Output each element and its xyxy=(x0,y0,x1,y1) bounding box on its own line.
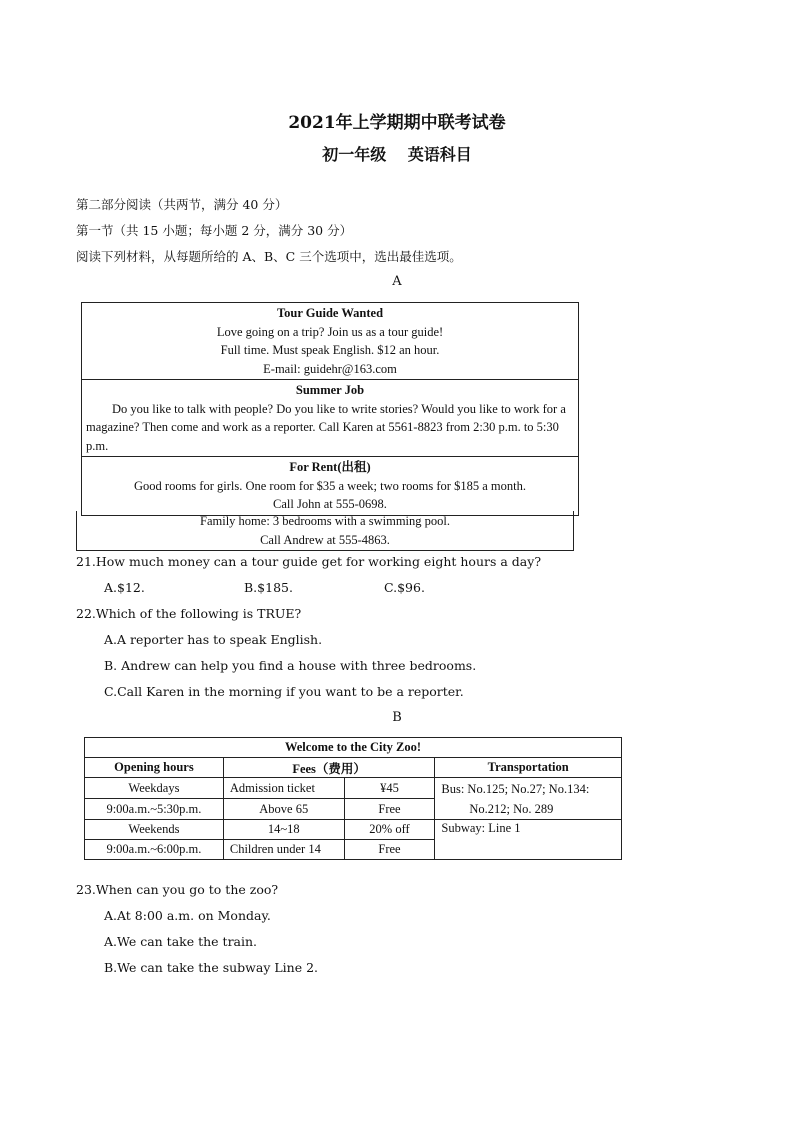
question-21-stem: 21.How much money can a tour guide get for working eight hours a day? xyxy=(76,554,542,569)
question-22-option-b[interactable]: B. Andrew can help you find a house with three bedrooms. xyxy=(104,658,477,673)
fee-value: ¥45 xyxy=(344,778,435,799)
exam-title: 2021年上学期期中联考试卷 xyxy=(288,113,506,133)
instruction-directions: 阅读下列材料，从每题所给的 A、B、C 三个选项中，选出最佳选项。 xyxy=(76,249,462,264)
fee-value: 20% off xyxy=(344,820,435,840)
header-transportation: Transportation xyxy=(435,758,622,778)
question-22-option-c[interactable]: C.Call Karen in the morning if you want to be a reporter. xyxy=(104,684,464,699)
fee-name: 14~18 xyxy=(223,820,344,840)
ad-line: Good rooms for girls. One room for $35 a week; two rooms for $185 a month. xyxy=(134,478,526,493)
instruction-part: 第二部分阅读（共两节，满分 40 分） xyxy=(76,197,288,212)
hours-weekends-label: Weekends xyxy=(85,820,224,840)
header-fees: Fees（费用） xyxy=(223,758,435,778)
question-23-stem: 23.When can you go to the zoo? xyxy=(76,882,279,897)
transport-bus xyxy=(435,778,622,820)
zoo-info-table xyxy=(84,737,622,860)
ad-line: Call John at 555-0698. xyxy=(273,497,387,511)
hours-weekdays-time: 9:00a.m.~5:30p.m. xyxy=(85,799,224,820)
hours-weekends-time: 9:00a.m.~6:00p.m. xyxy=(85,840,224,860)
question-21-option-b[interactable]: B.$185. xyxy=(244,580,293,595)
hours-weekdays-label: Weekdays xyxy=(85,778,224,799)
ad-heading: Summer Job xyxy=(295,383,365,397)
ad-paragraph: Do you like to talk with people? Do you like to write stories? Would you like to work for a magazine? Then come and work as a reporter. Call Karen at 5561-8823 from 2:30 p.m. to 5:30 p.m. xyxy=(86,401,566,453)
ad-line: E-mail: guidehr@163.com xyxy=(263,361,397,376)
ad-line: Full time. Must speak English. $12 an hour. xyxy=(220,343,440,357)
question-23-option-a-2[interactable]: A.We can take the train. xyxy=(104,934,258,949)
fee-name: Above 65 xyxy=(223,799,344,820)
bus-lines-1: Bus: No.125; No.27; No.134: xyxy=(441,782,590,796)
ad-family-home xyxy=(76,511,574,551)
header-opening-hours: Opening hours xyxy=(85,758,224,778)
ad-line: Family home: 3 bedrooms with a swimming pool. xyxy=(200,514,450,528)
fee-value: Free xyxy=(344,799,435,820)
section-a-letter: A xyxy=(392,274,402,289)
question-22-option-a[interactable]: A.A reporter has to speak English. xyxy=(104,632,323,647)
fee-name: Admission ticket xyxy=(223,778,344,799)
bus-lines-2: No.212; No. 289 xyxy=(469,802,554,816)
question-23-option-b[interactable]: B.We can take the subway Line 2. xyxy=(104,960,319,975)
ad-heading: Tour Guide Wanted xyxy=(276,306,384,320)
fee-name: Children under 14 xyxy=(223,840,344,860)
question-21-option-a[interactable]: A.$12. xyxy=(104,580,145,595)
ad-line: Call Andrew at 555-4863. xyxy=(260,532,390,547)
exam-subtitle: 初一年级 英语科目 xyxy=(322,145,472,164)
ad-for-rent xyxy=(82,457,578,515)
instruction-section: 第一节（共 15 小题；每小题 2 分，满分 30 分） xyxy=(76,223,353,238)
transport-subway: Subway: Line 1 xyxy=(435,820,622,860)
question-21-option-c[interactable]: C.$96. xyxy=(384,580,425,595)
ad-line: Love going on a trip? Join us as a tour guide! xyxy=(216,324,444,339)
ads-box xyxy=(81,302,579,516)
question-23-option-a[interactable]: A.At 8:00 a.m. on Monday. xyxy=(104,908,271,923)
ad-summer-job xyxy=(82,380,578,457)
zoo-table-title: Welcome to the City Zoo! xyxy=(85,738,622,758)
ad-tour-guide xyxy=(82,303,578,380)
ad-heading: For Rent(出租) xyxy=(289,460,371,474)
fee-value: Free xyxy=(344,840,435,860)
section-b-letter: B xyxy=(392,710,402,725)
question-22-stem: 22.Which of the following is TRUE? xyxy=(76,606,302,621)
